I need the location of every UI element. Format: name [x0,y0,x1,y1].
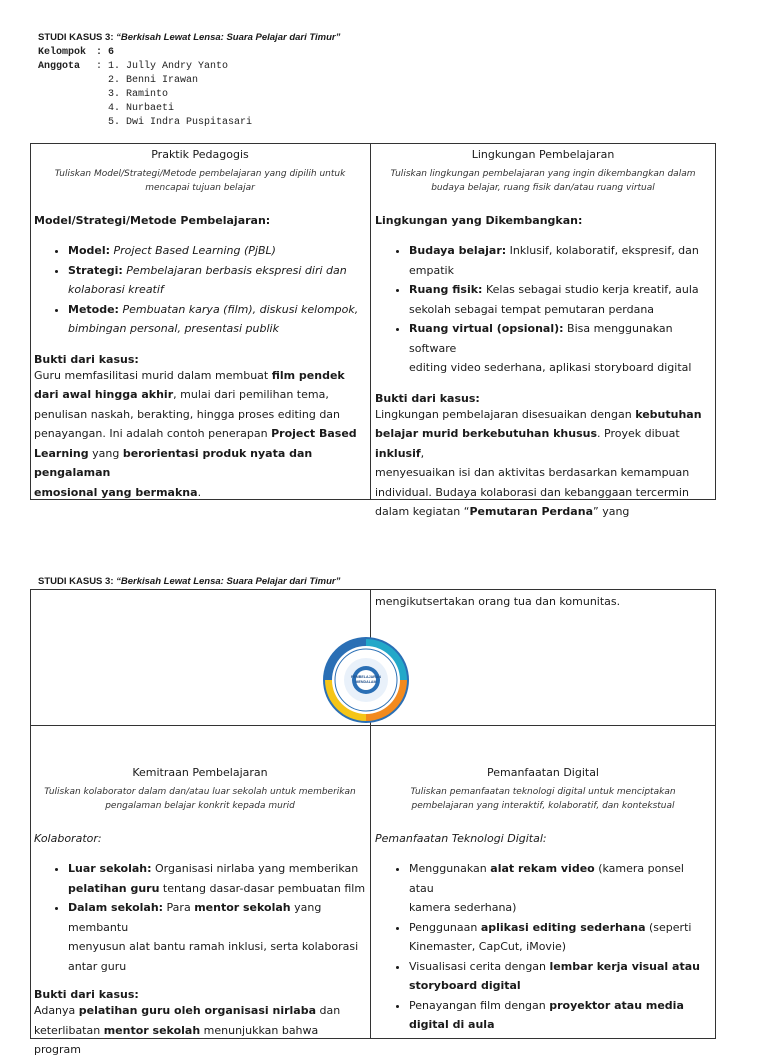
page1-header-title: “Berkisah Lewat Lensa: Suara Pelajar dari Timur” [116,32,341,43]
pembelajaran-mendalam-logo [322,636,410,724]
pemanfaatan-digital-cell [375,766,711,1035]
ev-text: , mulai dari pemilihan tema, [173,388,329,401]
ev-bold: pelatihan guru oleh organisasi nirlaba [78,1004,317,1017]
ev-text: penayangan. Ini adalah contoh penerapan [34,427,272,440]
item-text: tentang dasar-dasar pembuatan film [159,881,366,895]
lingkungan-subtitle-l2: budaya belajar, ruang fisik dan/atau ruang virtual [431,183,655,193]
praktik-subtitle [34,167,366,195]
ev-text: ” yang [593,505,630,518]
ev-text: menunjukkan bahwa program [34,1023,319,1056]
item-text: antar guru [68,959,127,973]
kemitraan-list [34,859,366,976]
ev-bold: dari awal hingga akhir [34,388,174,401]
ev-text: penulisan naskah, berakting, hingga proses editing dan [34,407,341,421]
digital-title: Pemanfaatan Digital [487,766,599,779]
item-text: (kamera ponsel atau [409,862,684,895]
lingkungan-list [375,241,711,378]
lingkungan-cell [375,148,711,522]
ev-bold: inklusif [375,446,421,460]
digital-section-head: Pemanfaatan Teknologi Digital: [375,832,547,845]
ev-bold: Learning [34,446,89,460]
praktik-pedagogis-cell [34,148,366,502]
kemitraan-subtitle [34,785,366,813]
kelompok-label: Kelompok [38,47,87,58]
logo-text-l2: MENDALAM [355,680,377,684]
ev-bold: film pendek [271,368,345,382]
item-text: Pembelajaran berbasis ekspresi diri dan [122,263,347,277]
page2-header-title: “Berkisah Lewat Lensa: Suara Pelajar dari Timur” [116,576,341,587]
page1-divider [370,143,371,500]
item-text: kolaborasi kreatif [68,283,164,296]
kemitraan-title: Kemitraan Pembelajaran [132,766,268,779]
praktik-subtitle-l1: Tuliskan Model/Strategi/Metode pembelajaran yang dipilih untuk [54,169,346,179]
ev-text: . [197,485,202,499]
page1-header-prefix: STUDI KASUS 3: [38,32,117,43]
item-bold: aplikasi editing sederhana [480,920,646,934]
item-label: Budaya belajar: [409,244,507,257]
item-bold: storyboard digital [409,979,521,992]
kemitraan-subtitle-l1: Tuliskan kolaborator dalam dan/atau luar sekolah untuk memberikan [44,787,356,797]
ev-text: keterlibatan [34,1023,104,1037]
list-item [409,996,711,1035]
item-label: Luar sekolah: [68,862,152,875]
anggota-label: Anggota [38,61,81,72]
item-label: Dalam sekolah: [68,901,164,914]
lingkungan-evidence-head: Bukti dari kasus: [375,391,480,405]
item-text: sekolah sebagai tempat pemutaran perdana [409,302,655,316]
list-item [68,300,366,339]
ev-bold: Project Based [271,427,357,440]
ev-text: yang [88,446,123,460]
lingkungan-section-head: Lingkungan yang Dikembangkan: [375,214,583,227]
list-item [409,918,711,957]
item-bold: alat rekam video [490,862,595,875]
digital-subtitle [375,785,711,813]
logo-text [322,675,410,685]
list-item [68,241,366,261]
item-text: empatik [409,263,454,277]
lingkungan-title: Lingkungan Pembelajaran [471,148,615,161]
list-item [409,319,711,378]
ev-text: dan [316,1004,341,1017]
page1-header [38,32,340,43]
member-4: 4. Nurbaeti [108,103,175,114]
item-text: (seperti [645,920,692,934]
item-text: bimbingan personal, presentasi publik [68,322,279,335]
ev-text: individual. Budaya kolaborasi dan kebanggaan tercermin [375,485,689,499]
kemitraan-evidence-head: Bukti dari kasus: [34,988,139,1001]
member-3: 3. Raminto [108,89,169,100]
logo-text-l1: PEMBELAJARAN [351,675,381,679]
continuation-text: mengikutsertakan orang tua dan komunitas. [375,595,621,608]
praktik-section-head: Model/Strategi/Metode Pembelajaran: [34,214,271,227]
kelompok-value: : 6 [96,47,115,58]
list-item [409,957,711,996]
kemitraan-subtitle-l2: pengalaman belajar konkrit kepada murid [105,801,295,811]
item-text: Organisasi nirlaba yang memberikan [151,862,359,875]
digital-subtitle-l1: Tuliskan pemanfaatan teknologi digital untuk menciptakan [410,787,676,797]
praktik-evidence [34,366,366,503]
ev-text: Adanya [34,1004,79,1017]
item-bold: proyektor atau media [549,998,684,1012]
item-label: Ruang fisik: [409,283,483,296]
list-item [409,280,711,319]
item-label: Ruang virtual (opsional): [409,322,564,335]
anggota-colon: : [96,61,103,72]
ev-text: Lingkungan pembelajaran disesuaikan dengan [375,407,636,421]
item-text: Kelas sebagai studio kerja kreatif, aula [482,283,699,296]
lingkungan-subtitle [375,167,711,195]
item-text: Visualisasi cerita dengan [409,959,550,973]
kemitraan-section-head: Kolaborator: [34,832,102,845]
page2-header-prefix: STUDI KASUS 3: [38,576,117,587]
praktik-subtitle-l2: mencapai tujuan belajar [145,183,255,193]
page2-header [38,576,340,587]
list-item [68,898,366,976]
member-5: 5. Dwi Indra Puspitasari [108,117,253,128]
item-text: Menggunakan [409,862,491,875]
item-bold: digital di aula [409,1018,495,1031]
item-text: menyusun alat bantu ramah inklusi, serta kolaborasi [68,940,359,953]
list-item [68,261,366,300]
item-bold: mentor sekolah [194,901,291,914]
item-label: Metode: [68,302,119,316]
item-label: Model: [68,244,111,257]
item-bold: lembar kerja visual atau [549,959,700,973]
praktik-title: Praktik Pedagogis [151,148,249,161]
member-1: 1. Jully Andry Yanto [108,61,229,72]
ev-text: . Proyek dibuat [597,427,680,440]
item-text: kamera sederhana) [409,901,517,914]
ev-bold: belajar murid berkebutuhan khusus [375,427,598,440]
list-item [68,859,366,898]
page2-row-divider [30,725,716,726]
ev-bold: kebutuhan [635,407,702,421]
item-text: Penayangan film dengan [409,998,550,1012]
ev-bold: Pemutaran Perdana [469,505,593,518]
item-text: Bisa menggunakan software [409,322,673,355]
ev-text: , [420,446,425,460]
item-text: Kinemaster, CapCut, iMovie) [409,940,567,953]
item-text: Para [163,901,195,914]
ev-text: Guru memfasilitasi murid dalam membuat [34,368,272,382]
digital-list [375,859,711,1035]
item-text: yang membantu [68,901,322,934]
list-item [409,241,711,280]
item-bold: pelatihan guru [68,881,160,895]
ev-bold: emosional yang bermakna [34,485,198,499]
ev-bold: berorientasi produk nyata dan pengalaman [34,446,313,479]
ev-text: menyesuaikan isi dan aktivitas berdasarkan kemampuan [375,466,690,479]
lingkungan-evidence [375,405,711,522]
praktik-list [34,241,366,339]
lingkungan-subtitle-l1: Tuliskan lingkungan pembelajaran yang ingin dikembangkan dalam [390,169,696,179]
item-text: Inklusif, kolaboratif, ekspresif, dan [506,244,699,257]
list-item [409,859,711,918]
ev-bold: mentor sekolah [103,1023,201,1037]
kemitraan-evidence [34,1001,366,1060]
item-text: Project Based Learning (PjBL) [110,244,276,257]
item-label: Strategi: [68,263,123,277]
member-2: 2. Benni Irawan [108,75,199,86]
item-text: Pembuatan karya (film), diskusi kelompok, [118,302,359,316]
item-text: editing video sederhana, aplikasi storyboard digital [409,361,692,374]
continuation-cell [375,592,711,612]
praktik-evidence-head: Bukti dari kasus: [34,352,139,366]
item-text: Penggunaan [409,920,481,934]
kemitraan-cell [34,766,366,1060]
digital-subtitle-l2: pembelajaran yang interaktif, kolaboratif, dan kontekstual [411,801,675,811]
ev-text: dalam kegiatan “ [375,505,470,518]
